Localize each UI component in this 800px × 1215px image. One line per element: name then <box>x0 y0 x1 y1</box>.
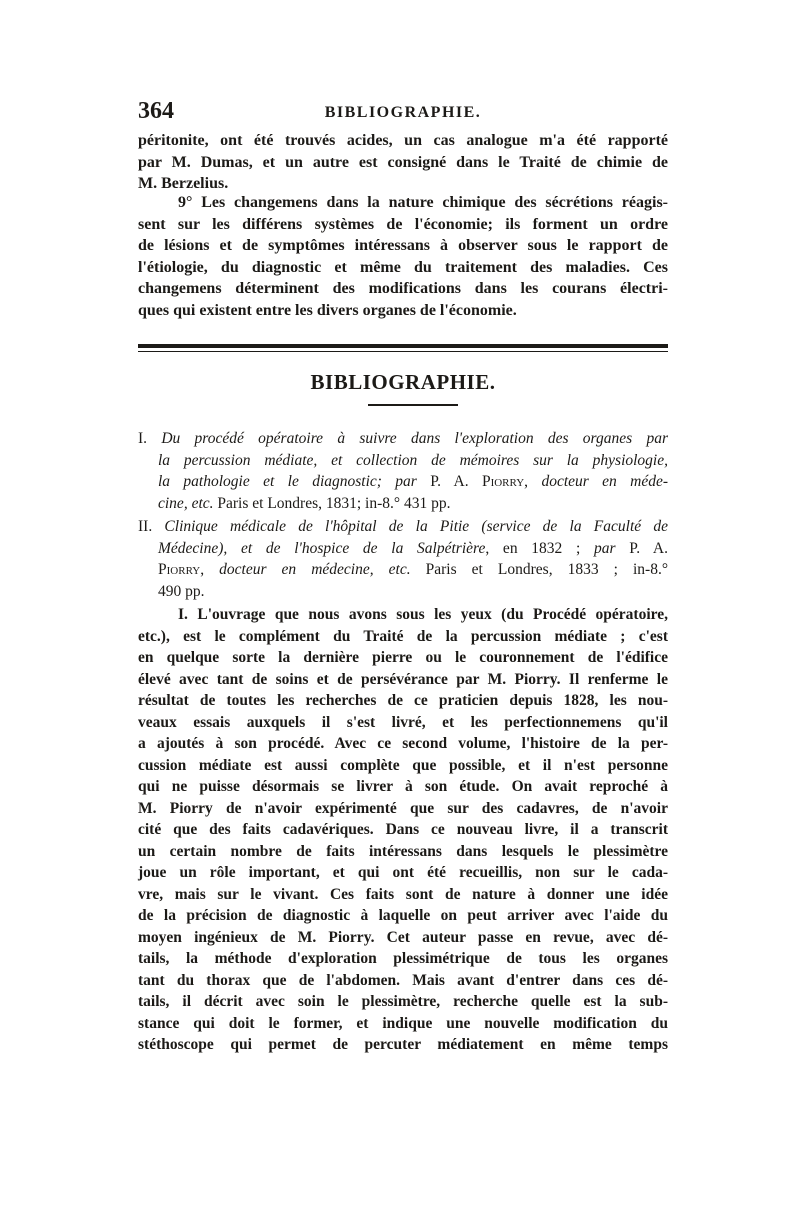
text-line: veaux essais auxquels il s'est livré, et les perfectionnemens qu'il <box>138 713 668 731</box>
entry-title-cont: Médecine), et de l'hospice de la Salpétrière <box>158 539 486 557</box>
entry-author-title: docteur en médecine, etc. <box>219 561 411 578</box>
text-line: péritonite, ont été trouvés acides, un cas analogue m'a été rapporté <box>138 132 668 149</box>
divider-thin-rule <box>138 351 668 352</box>
text-line: par M. Dumas, et un autre est consigné dans le Traité de chimie de <box>138 153 668 171</box>
text-line: sent sur les différens systèmes de l'économie; ils forment un ordre <box>138 215 668 233</box>
text-line: de la précision de diagnostic à laquelle on peut arriver avec l'aide du <box>138 907 668 924</box>
bibliography-entry-2 <box>138 516 668 602</box>
entry-number: I. <box>138 430 148 447</box>
text-line: ques qui existent entre les divers organes de l'économie. <box>138 301 517 319</box>
text-line: M. Piorry de n'avoir expérimenté que sur des cadavres, de n'avoir <box>138 799 668 817</box>
entry-author-initials: P. A. <box>629 539 669 557</box>
text-line: qui ne puisse désormais se livrer à son étude. On avait reproché à <box>138 778 668 795</box>
text-line: a ajoutés à son procédé. Avec ce second volume, l'histoire de la per- <box>138 735 668 752</box>
text-line: en quelque sorte la dernière pierre ou le couronnement de l'édifice <box>138 649 668 666</box>
text-line: cussion médiate est aussi complète que possible, et il n'est personne <box>138 756 668 774</box>
text-line: résultat de toutes les recherches de ce praticien depuis 1828, les nou- <box>138 692 668 709</box>
entry-title-cont: la percussion médiate, et collection de mémoires sur la physiologie, <box>158 451 668 469</box>
text-line: I. L'ouvrage que nous avons sous les yeux (du Procédé opératoire, <box>178 606 668 623</box>
bibliography-entry-1 <box>138 428 668 514</box>
page-number: 364 <box>138 98 174 124</box>
text-line: joue un rôle important, et qui ont été recueillis, non sur le cada- <box>138 864 668 881</box>
page-header <box>138 98 668 128</box>
entry-title: Clinique médicale de l'hôpital de la Pitie (service de la Faculté de <box>164 518 668 535</box>
text-line: l'étiologie, du diagnostic et même du traitement des maladies. Ces <box>138 258 668 276</box>
entry-author: P. A. Piorry, <box>430 473 529 490</box>
text-line: tails, il décrit avec soin le plessimètre, recherche quelle est la sub- <box>138 993 668 1010</box>
text-line: stéthoscope qui permet de percuter médiatement en même temps <box>138 1036 668 1053</box>
entry-author-title: cine, etc. <box>158 494 214 512</box>
text-line: tails, la méthode d'exploration plessimétrique de tous les organes <box>138 950 668 967</box>
text-line: 9° Les changemens dans la nature chimique des sécrétions réagis- <box>178 194 668 211</box>
running-head: BIBLIOGRAPHIE. <box>324 104 482 121</box>
text-line: tant du thorax que de l'abdomen. Mais avant d'entrer dans ces dé- <box>138 971 668 989</box>
entry-year: , en 1832 ; <box>485 539 581 557</box>
entry-par: par <box>594 539 616 557</box>
divider-thick-rule <box>138 344 668 348</box>
section-title: BIBLIOGRAPHIE. <box>310 370 496 394</box>
text-line: vre, mais sur le vivant. Ces faits sont de nature à donner une idée <box>138 885 668 903</box>
entry-title-cont: la pathologie et le diagnostic; par <box>158 473 417 490</box>
text-line: élevé avec tant de soins et de persévérance par M. Piorry. Il renferme le <box>138 670 668 688</box>
title-underline <box>368 404 458 406</box>
text-line: moyen ingénieux de M. Piorry. Cet auteur passe en revue, avec dé- <box>138 928 668 946</box>
text-line: de lésions et de symptômes intéressans à observer sous le rapport de <box>138 237 668 254</box>
entry-publication: Paris et Londres, 1833 ; in-8.° <box>425 561 669 578</box>
text-line: stance qui doit le former, et indique une nouvelle modification du <box>138 1014 668 1032</box>
entry-author: Piorry, <box>158 561 205 578</box>
text-line: changemens déterminent des modifications dans les courans électri- <box>138 280 668 297</box>
entry-number: II. <box>138 518 153 535</box>
section-divider <box>138 344 668 352</box>
entry-pages: 490 pp. <box>158 582 205 600</box>
text-line: un certain nombre de faits intéressans dans lesquels le plessimètre <box>138 842 668 860</box>
continuation-paragraph <box>138 130 668 195</box>
text-line: M. Berzelius. <box>138 175 229 192</box>
text-line: cité que des faits cadavériques. Dans ce nouveau livre, il a transcrit <box>138 821 668 838</box>
entry-author-title: docteur en méde- <box>541 473 669 490</box>
paragraph-9 <box>138 192 668 321</box>
text-line: etc.), est le complément du Traité de la percussion médiate ; c'est <box>138 627 668 645</box>
entry-publication: Paris et Londres, 1831; in-8.° 431 pp. <box>217 494 451 512</box>
entry-title: Du procédé opératoire à suivre dans l'exploration des organes par <box>161 430 668 447</box>
review-paragraph <box>138 604 668 1056</box>
